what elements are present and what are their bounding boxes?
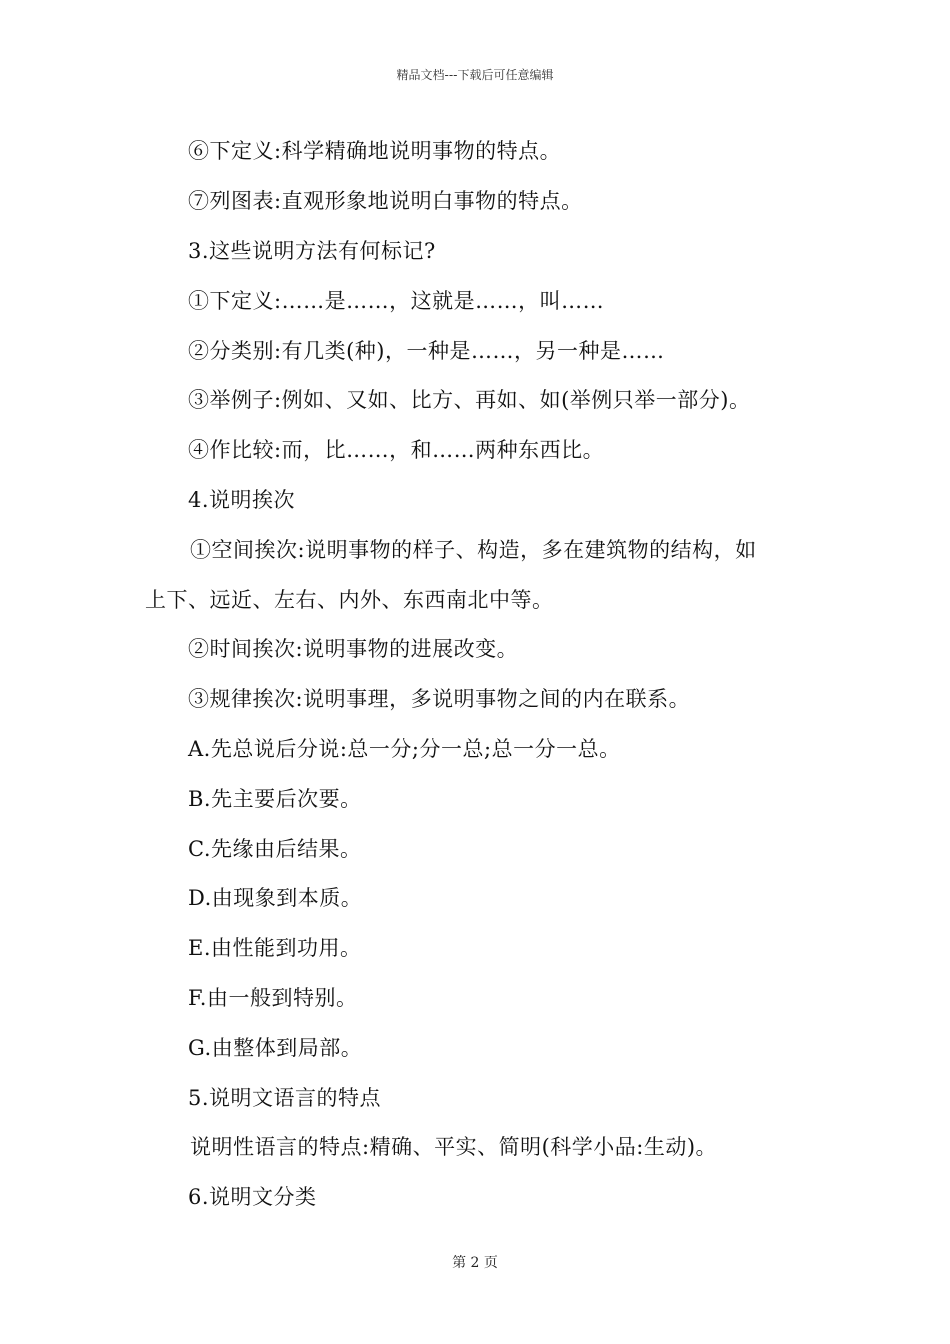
text-line: ⑥下定义:科学精确地说明事物的特点。 [188, 139, 562, 163]
text-line: 上下、远近、左右、内外、东西南北中等。 [145, 588, 554, 612]
section-heading: 3.这些说明方法有何标记? [188, 239, 436, 263]
text-line: ②分类别:有几类(种)，一种是……，另一种是…… [188, 339, 665, 363]
section-heading: 4.说明挨次 [188, 488, 296, 512]
page-number: 第 2 页 [452, 1255, 498, 1271]
text-line: E.由性能到功用。 [188, 936, 362, 960]
text-line: ②时间挨次:说明事物的进展改变。 [188, 637, 519, 661]
text-line: F.由一般到特别。 [188, 986, 358, 1010]
text-line: ⑦列图表:直观形象地说明白事物的特点。 [188, 189, 583, 213]
text-line: ④作比较:而，比……，和……两种东西比。 [188, 438, 605, 462]
text-line: 说明性语言的特点:精确、平实、简明(科学小品:生动)。 [190, 1135, 718, 1159]
text-line: ①下定义:……是……，这就是……，叫…… [188, 289, 605, 313]
text-line: D.由现象到本质。 [188, 886, 363, 910]
text-line: C.先缘由后结果。 [188, 837, 362, 861]
page-header: 精品文档---下载后可任意编辑 [396, 68, 554, 82]
text-line: A.先总说后分说:总一分;分一总;总一分一总。 [188, 737, 621, 761]
text-line: ①空间挨次:说明事物的样子、构造，多在建筑物的结构，如 [190, 538, 757, 562]
section-heading: 5.说明文语言的特点 [188, 1086, 382, 1110]
text-line: ③规律挨次:说明事理，多说明事物之间的内在联系。 [188, 687, 691, 711]
text-line: ③举例子:例如、又如、比方、再如、如(举例只举一部分)。 [188, 388, 751, 412]
section-heading: 6.说明文分类 [188, 1185, 317, 1209]
text-line: G.由整体到局部。 [188, 1036, 363, 1060]
text-line: B.先主要后次要。 [188, 787, 362, 811]
